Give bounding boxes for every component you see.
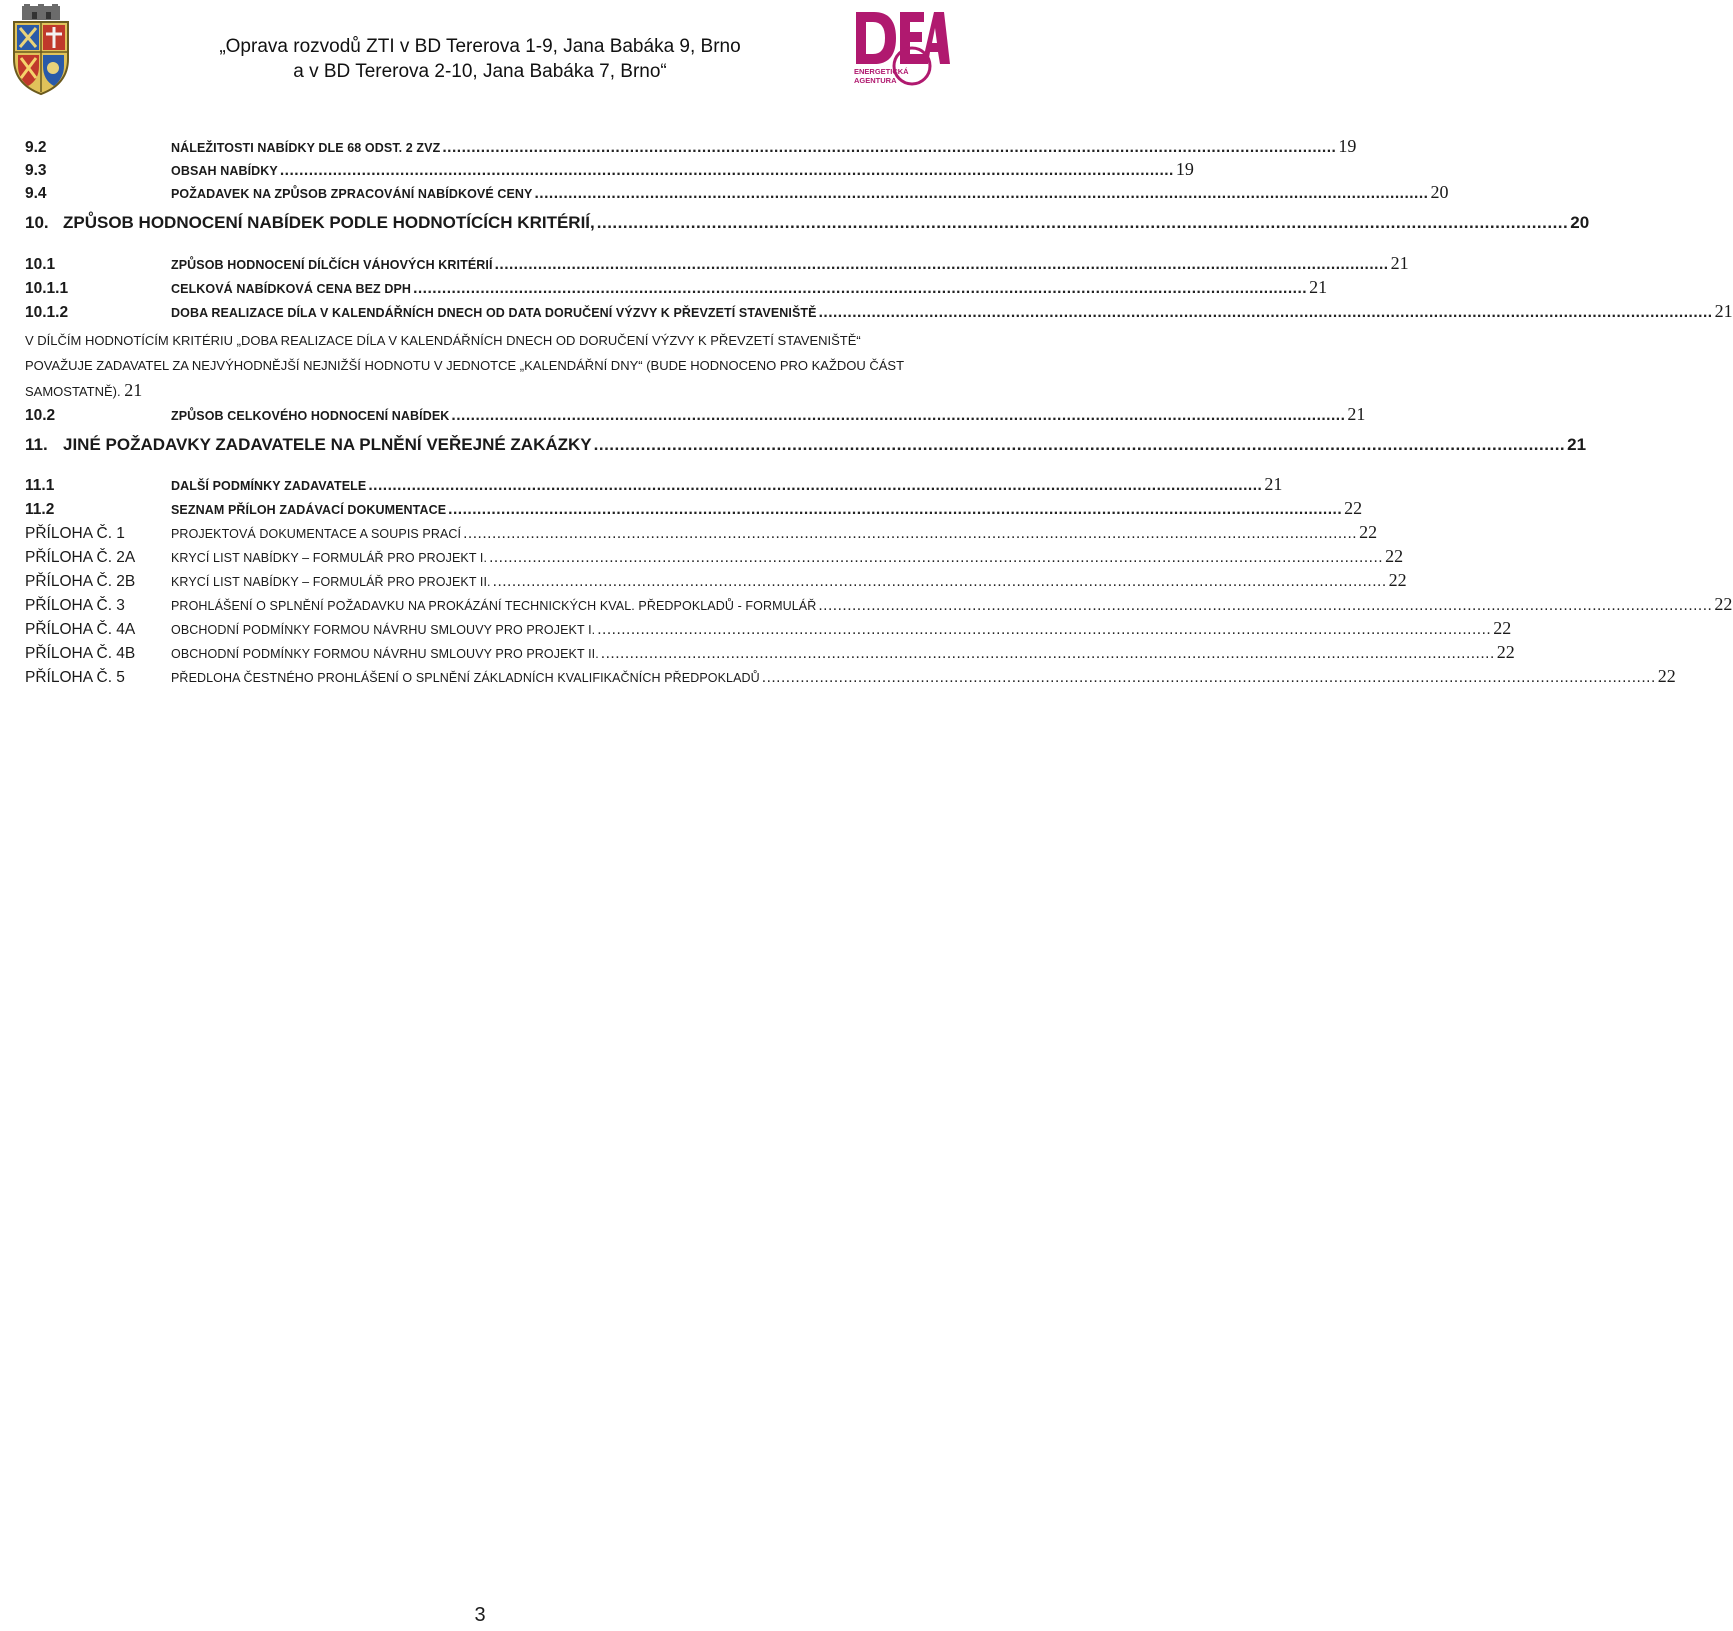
toc-entry[interactable]: [25, 594, 1733, 616]
toc-entry-title: SEZNAM PŘÍLOH ZADÁVACÍ DOKUMENTACE: [171, 503, 447, 517]
toc-entry-number: 9.4: [25, 185, 47, 202]
toc-entry[interactable]: [25, 522, 1378, 544]
toc-entry-page: 22: [1344, 498, 1363, 518]
toc-entry[interactable]: [25, 546, 1404, 568]
toc-entry-page: 22: [1657, 666, 1676, 686]
toc-entry-title: OBCHODNÍ PODMÍNKY FORMOU NÁVRHU SMLOUVY PRO PROJEKT I.: [171, 623, 596, 637]
toc-entry-page: 22: [1385, 546, 1404, 566]
toc-entry[interactable]: [25, 618, 1512, 640]
toc-entry-number: PŘÍLOHA Č. 4A: [25, 621, 136, 638]
toc-entry-title: JINÉ POŽADAVKY ZADAVATELE NA PLNĚNÍ VEŘEJNÉ ZAKÁZKY: [63, 435, 592, 454]
toc-entry-number: PŘÍLOHA Č. 4B: [25, 645, 136, 662]
energeticka-agentura-logo: [852, 6, 950, 84]
toc-entry-title: PROJEKTOVÁ DOKUMENTACE A SOUPIS PRACÍ: [171, 527, 462, 541]
toc-entry[interactable]: [25, 570, 1407, 592]
toc-entry-number: PŘÍLOHA Č. 5: [25, 669, 125, 686]
dot-leader: ..........................................................................................................................................................................................: [442, 139, 1337, 156]
toc-entry-title: ZPŮSOB HODNOCENÍ DÍLČÍCH VÁHOVÝCH KRITÉRIÍ: [171, 258, 493, 272]
toc-entry-page: 21: [1714, 301, 1733, 321]
dot-leader: ..........................................................................................................................................................................................: [279, 162, 1174, 179]
toc-entry-title: DOBA REALIZACE DÍLA V KALENDÁŘNÍCH DNECH OD DATA DORUČENÍ VÝZVY K PŘEVZETÍ STAVENIŠTĚ: [171, 306, 817, 320]
dot-leader: ..........................................................................................................................................................................................: [368, 477, 1263, 494]
toc-entry-page: 21: [1309, 277, 1328, 297]
toc-entry-title: ZPŮSOB CELKOVÉHO HODNOCENÍ NABÍDEK: [171, 409, 450, 423]
toc-entry[interactable]: [25, 666, 1676, 688]
toc-entry-page: 22: [1496, 642, 1515, 662]
toc-entry-page: 22: [1714, 594, 1733, 614]
toc-entry-number: 11.: [25, 435, 48, 454]
document-title: [180, 34, 780, 84]
toc-entry[interactable]: [25, 136, 1357, 158]
dot-leader: ..........................................................................................................................................................................................: [494, 256, 1389, 273]
dot-leader: ..........................................................................................................................................................................................: [818, 597, 1713, 614]
toc-paragraph-text: V DÍLČÍM HODNOTÍCÍM KRITÉRIU „DOBA REALIZACE DÍLA V KALENDÁŘNÍCH DNECH OD DORUČENÍ VÝZVY K PŘEVZETÍ STAVENIŠTĚ“ POVAŽUJE ZADAVATEL ZA NEJVÝHODNĚJŠÍ NEJNIŽŠÍ HODNOTU V JEDNOTCE „KALENDÁŘNÍ DNY“ (BUDE HODNOCENO PRO KAŽDOU ČÁST SAMOSTATNĚ).: [25, 333, 904, 399]
toc-paragraph-entry[interactable]: [25, 328, 905, 404]
toc-entry-page: 21: [1347, 404, 1366, 424]
toc-paragraph-page: 21: [124, 380, 143, 400]
toc-entry[interactable]: [25, 498, 1363, 520]
title-line-1: „Oprava rozvodů ZTI v BD Tererova 1-9, Jana Babáka 9, Brno: [219, 36, 741, 57]
toc-entry-page: 21: [1567, 435, 1587, 454]
toc-entry[interactable]: [25, 474, 1283, 496]
toc-entry-number: PŘÍLOHA Č. 2B: [25, 573, 136, 590]
dot-leader: ..........................................................................................................................................................................................: [413, 280, 1308, 297]
svg-text:ENERGETICKÁ: ENERGETICKÁ: [854, 67, 909, 76]
toc-entry-number: 9.2: [25, 139, 47, 156]
toc-entry-title: OBSAH NABÍDKY: [171, 164, 278, 178]
toc-entry-title: CELKOVÁ NABÍDKOVÁ CENA BEZ DPH: [171, 282, 412, 296]
dot-leader: ..........................................................................................................................................................................................: [593, 435, 1566, 454]
toc-entry-title: OBCHODNÍ PODMÍNKY FORMOU NÁVRHU SMLOUVY PRO PROJEKT II.: [171, 647, 599, 661]
svg-text:AGENTURA: AGENTURA: [854, 76, 897, 85]
toc-entry-number: 10.1: [25, 256, 56, 273]
toc-entry-title: PŘEDLOHA ČESTNÉHO PROHLÁŠENÍ O SPLNĚNÍ ZÁKLADNÍCH KVALIFIKAČNÍCH PŘEDPOKLADŮ: [171, 671, 760, 685]
toc-entry-number: PŘÍLOHA Č. 2A: [25, 549, 136, 566]
dot-leader: ..........................................................................................................................................................................................: [492, 573, 1387, 590]
toc-entry-number: 10.: [25, 213, 49, 232]
toc-entry-number: 11.1: [25, 477, 55, 494]
toc-entry[interactable]: [25, 277, 1328, 299]
toc-entry-title: ZPŮSOB HODNOCENÍ NABÍDEK PODLE HODNOTÍCÍCH KRITÉRIÍ,: [63, 213, 595, 232]
dot-leader: ..........................................................................................................................................................................................: [818, 304, 1713, 321]
toc-entry-title: DALŠÍ PODMÍNKY ZADAVATELE: [171, 479, 367, 493]
dot-leader: ..........................................................................................................................................................................................: [761, 669, 1656, 686]
toc-entry-page: 20: [1570, 213, 1590, 232]
dot-leader: ..........................................................................................................................................................................................: [597, 621, 1492, 638]
dot-leader: ..........................................................................................................................................................................................: [534, 185, 1429, 202]
toc-entry-page: 21: [1264, 474, 1283, 494]
toc-entry[interactable]: [25, 404, 1366, 426]
toc-entry-number: 9.3: [25, 162, 47, 179]
toc-entry[interactable]: [25, 301, 1733, 323]
toc-entry-page: 22: [1493, 618, 1512, 638]
title-line-2: a v BD Tererova 2-10, Jana Babáka 7, Brno“: [293, 61, 667, 82]
dot-leader: ..........................................................................................................................................................................................: [463, 525, 1358, 542]
toc-entry-number: PŘÍLOHA Č. 1: [25, 525, 125, 542]
toc-entry[interactable]: [25, 182, 1449, 204]
page-number: 3: [474, 1604, 486, 1626]
dot-leader: ..........................................................................................................................................................................................: [451, 407, 1346, 424]
page-header: [0, 0, 960, 110]
toc-entry[interactable]: [25, 159, 1194, 181]
toc-entry-title: KRYCÍ LIST NABÍDKY – FORMULÁŘ PRO PROJEKT II.: [171, 575, 491, 589]
toc-entry-page: 19: [1338, 136, 1357, 156]
toc-entry-number: 10.1.2: [25, 304, 69, 321]
toc-entry-number: 10.2: [25, 407, 56, 424]
toc-entry-page: 21: [1390, 253, 1409, 273]
dot-leader: ..........................................................................................................................................................................................: [600, 645, 1495, 662]
toc-entry-page: 22: [1359, 522, 1378, 542]
toc-entry-title: PROHLÁŠENÍ O SPLNĚNÍ POŽADAVKU NA PROKÁZÁNÍ TECHNICKÝCH KVAL. PŘEDPOKLADŮ - FORMULÁŘ: [171, 599, 817, 613]
toc-entry-title: NÁLEŽITOSTI NABÍDKY DLE 68 ODST. 2 ZVZ: [171, 141, 441, 155]
dot-leader: ..........................................................................................................................................................................................: [596, 213, 1569, 232]
toc-entry-title: KRYCÍ LIST NABÍDKY – FORMULÁŘ PRO PROJEKT I.: [171, 551, 488, 565]
toc-entry-page: 20: [1430, 182, 1449, 202]
city-crest-logo: [6, 4, 76, 96]
toc-entry[interactable]: [25, 213, 1590, 235]
dot-leader: ..........................................................................................................................................................................................: [448, 501, 1343, 518]
dot-leader: ..........................................................................................................................................................................................: [489, 549, 1384, 566]
toc-entry-page: 19: [1175, 159, 1194, 179]
toc-entry-number: 11.2: [25, 501, 55, 518]
toc-entry-title: POŽADAVEK NA ZPŮSOB ZPRACOVÁNÍ NABÍDKOVÉ CENY: [171, 187, 533, 201]
toc-entry[interactable]: [25, 642, 1515, 664]
toc-entry-number: PŘÍLOHA Č. 3: [25, 597, 125, 614]
toc-entry-number: 10.1.1: [25, 280, 69, 297]
toc-entry-page: 22: [1388, 570, 1407, 590]
toc-entry[interactable]: [25, 253, 1409, 275]
toc-entry[interactable]: [25, 435, 1587, 457]
